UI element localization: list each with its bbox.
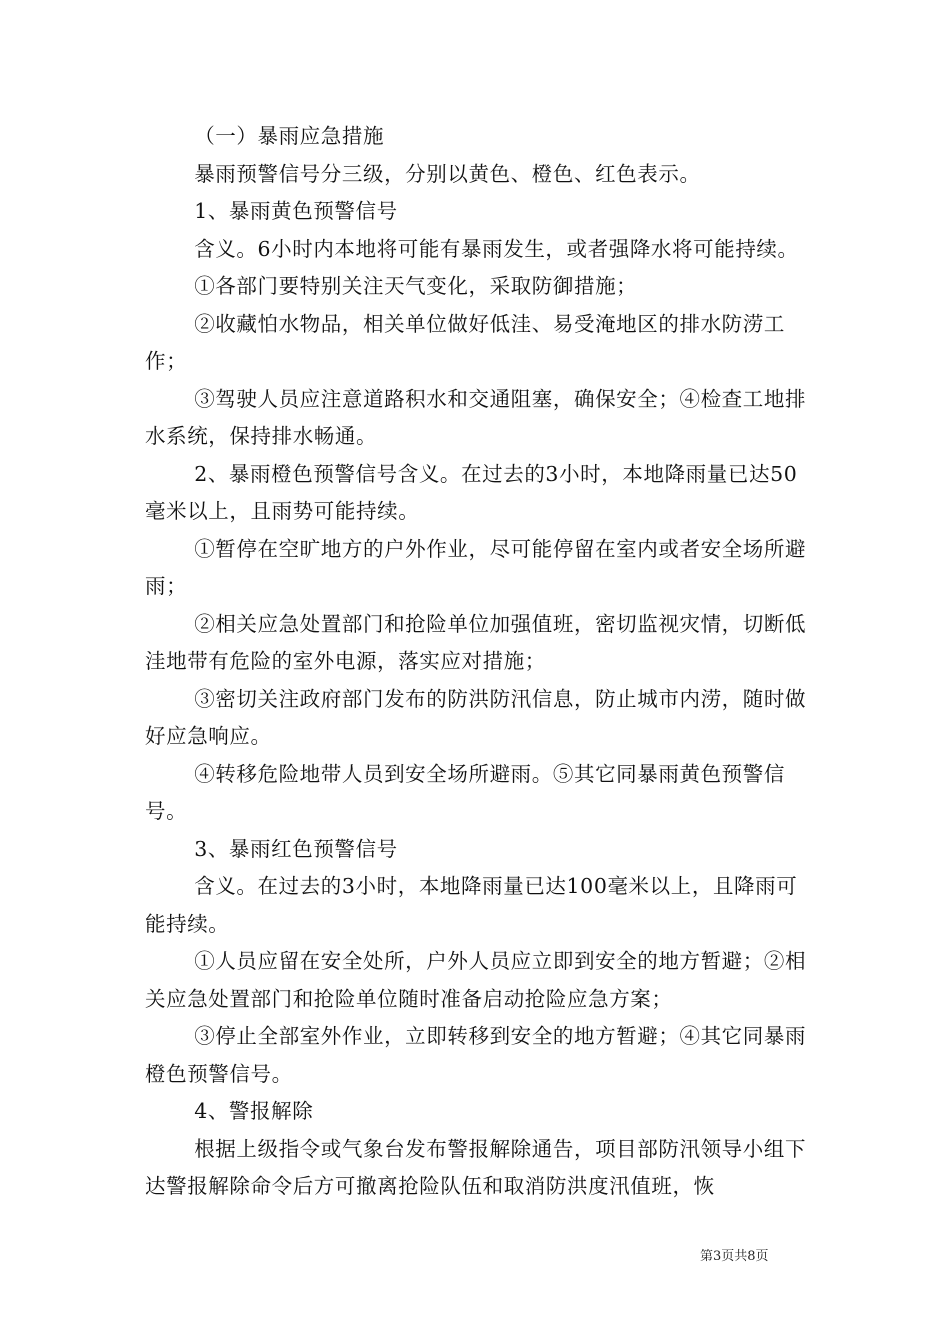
- list-item: ①暂停在空旷地方的户外作业，尽可能停留在室内或者安全场所避雨；: [145, 536, 807, 598]
- list-item: ②相关应急处置部门和抢险单位加强值班，密切监视灾情，切断低洼地带有危险的室外电源，落实应对措施；: [145, 611, 807, 673]
- document-body: [145, 118, 810, 1206]
- list-item: ③密切关注政府部门发布的防洪防汛信息，防止城市内涝，随时做好应急响应。: [145, 686, 807, 748]
- section-heading: （一）暴雨应急措施: [194, 124, 385, 148]
- paragraph: 含义。在过去的3小时，本地降雨量已达100毫米以上，且降雨可能持续。: [145, 874, 798, 936]
- list-item: ③驾驶人员应注意道路积水和交通阻塞，确保安全；④检查工地排水系统，保持排水畅通。: [145, 386, 807, 448]
- subheading-orange: 2、暴雨橙色预警信号含义。在过去的3小时，本地降雨量已达50毫米以上，且雨势可能持续。: [145, 461, 798, 523]
- list-item: ④转移危险地带人员到安全场所避雨。⑤其它同暴雨黄色预警信号。: [145, 761, 785, 823]
- subheading-yellow: 1、暴雨黄色预警信号: [194, 199, 398, 223]
- paragraph: 暴雨预警信号分三级，分别以黄色、橙色、红色表示。: [194, 161, 701, 186]
- paragraph: 根据上级指令或气象台发布警报解除通告，项目部防汛领导小组下达警报解除命令后方可撤离抢险队伍和取消防洪度汛值班，恢: [145, 1136, 807, 1198]
- list-item: ②收藏怕水物品，相关单位做好低洼、易受淹地区的排水防涝工作；: [145, 311, 785, 373]
- subheading-red: 3、暴雨红色预警信号: [194, 836, 398, 861]
- page-number-footer: 第3页共8页: [700, 1249, 769, 1264]
- list-item: ①各部门要特别关注天气变化，采取防御措施；: [194, 274, 638, 298]
- list-item: ③停止全部室外作业，立即转移到安全的地方暂避；④其它同暴雨橙色预警信号。: [145, 1024, 807, 1086]
- subheading-alert-release: 4、警报解除: [194, 1099, 314, 1123]
- paragraph: 含义。6小时内本地将可能有暴雨发生，或者强降水将可能持续。: [194, 236, 799, 261]
- list-item: ①人员应留在安全处所，户外人员应立即到安全的地方暂避；②相关应急处置部门和抢险单位随时准备启动抢险应急方案；: [145, 949, 807, 1011]
